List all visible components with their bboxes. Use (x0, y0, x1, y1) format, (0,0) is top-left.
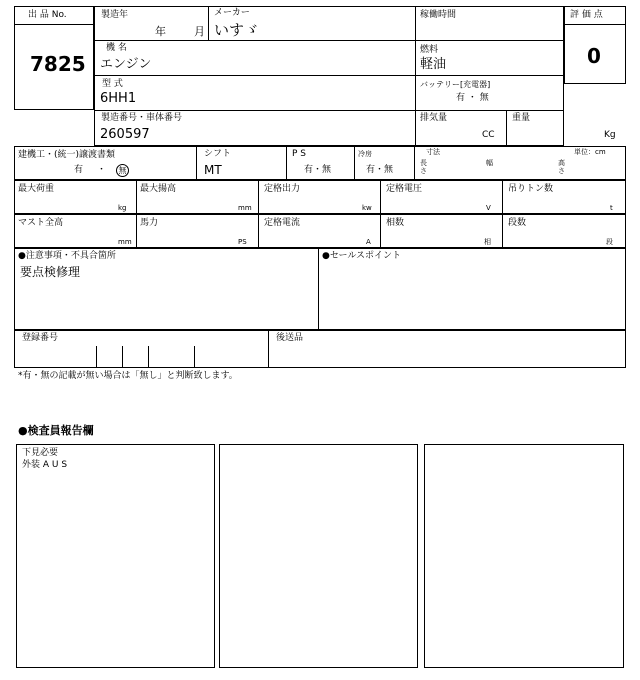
steps-label: 段数 (508, 218, 527, 228)
lot-number-label: 出 品 No. (28, 10, 67, 20)
rated-current-unit: A (366, 238, 371, 246)
weight-unit: Kg (604, 130, 616, 140)
max-load-unit: kg (118, 204, 127, 212)
shift-value: MT (204, 163, 222, 177)
inspector-box-1 (16, 444, 215, 668)
displacement-label: 排気量 (420, 113, 448, 123)
registration-label: 登録番号 (22, 333, 59, 343)
mast-unit: mm (118, 238, 132, 246)
lot-number-value: 7825 (30, 52, 86, 76)
dims-unit: 単位：cm (574, 148, 606, 156)
horsepower-label: 馬力 (140, 218, 159, 228)
sales-label: ●セールスポイント (322, 251, 402, 261)
max-load-label: 最大荷重 (18, 184, 55, 194)
transfer-label: 建機工・(統一)譲渡書類 (18, 150, 116, 160)
maker-value: いすゞ (214, 21, 260, 39)
dims-width: 幅 (486, 159, 493, 167)
shipping-label: 後送品 (276, 333, 304, 343)
phase-label: 相数 (386, 218, 405, 228)
horsepower-unit: PS (238, 238, 247, 246)
ps-label: P S (292, 149, 307, 159)
transfer-yes: 有 (74, 165, 84, 175)
dims-label: 寸法 (426, 148, 440, 156)
inspector-line-2: 外装 A U S (22, 460, 68, 470)
rated-voltage-unit: V (486, 204, 491, 212)
cooler-label: 冷房 (358, 150, 372, 158)
cooler-options: 有・無 (366, 165, 394, 175)
footnote: *有・無の記載が無い場合は「無し」と判断致します。 (18, 371, 238, 381)
crane-unit: t (610, 204, 613, 212)
fuel-label: 燃料 (420, 45, 439, 55)
model-name-label: 機 名 (106, 43, 127, 53)
mast-label: マスト全高 (18, 218, 64, 228)
registration-block (14, 330, 626, 368)
inspector-title: ●検査員報告欄 (18, 424, 94, 437)
year-label: 製造年 (101, 10, 129, 20)
phase-unit: 相 (484, 238, 491, 246)
rated-output-unit: kw (362, 204, 372, 212)
serial-value: 260597 (100, 127, 150, 142)
max-lift-unit: mm (238, 204, 252, 212)
battery-options: 有 ・ 無 (456, 93, 489, 103)
notes-value: 要点検修理 (20, 265, 81, 279)
crane-label: 吊りトン数 (508, 184, 554, 194)
inspector-box-3 (424, 444, 624, 668)
year-unit: 年 (155, 25, 166, 38)
month-unit: 月 (194, 25, 205, 38)
rating-value: 0 (587, 44, 601, 68)
model-type-value: 6HH1 (100, 91, 137, 106)
weight-label: 重量 (512, 113, 531, 123)
rated-current-label: 定格電流 (264, 218, 301, 228)
model-name-value: エンジン (100, 57, 152, 72)
ps-options: 有・無 (304, 165, 332, 175)
inspector-line-1: 下見必要 (22, 448, 59, 458)
rating-label: 評 価 点 (570, 10, 603, 20)
serial-label: 製造番号・車体番号 (101, 113, 183, 123)
rated-voltage-label: 定格電圧 (386, 184, 423, 194)
model-type-label: 型 式 (102, 79, 123, 89)
battery-label: バッテリー[充電器] (420, 80, 491, 89)
hours-label: 稼働時間 (420, 10, 457, 20)
shift-label: シフト (204, 149, 232, 159)
rated-output-label: 定格出力 (264, 184, 301, 194)
steps-unit: 段 (606, 238, 613, 246)
displacement-unit: CC (482, 130, 495, 140)
maker-label: メーカー (214, 8, 250, 18)
transfer-no-circled: 無 (116, 164, 129, 177)
dims-height: 高さ (558, 159, 565, 175)
fuel-value: 軽油 (420, 57, 447, 72)
dims-length: 長さ (420, 159, 427, 175)
inspector-box-2 (219, 444, 418, 668)
transfer-dot: ・ (97, 165, 107, 175)
max-lift-label: 最大揚高 (140, 184, 177, 194)
notes-label: ●注意事項・不具合箇所 (18, 251, 116, 261)
spec-row-2 (14, 214, 626, 248)
